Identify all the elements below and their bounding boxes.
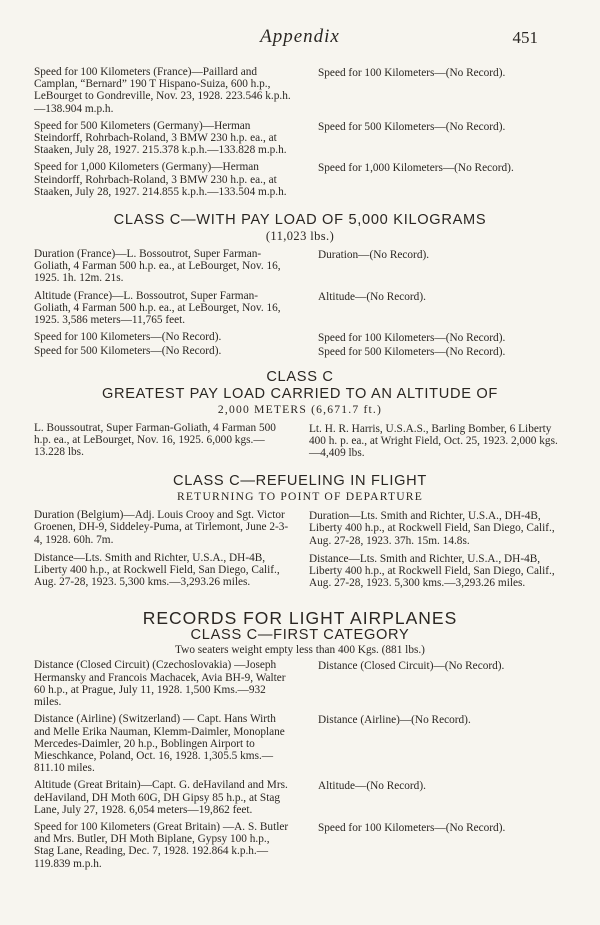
record-right: Distance (Closed Circuit)—(No Record). (318, 660, 505, 673)
section-subheading-payload: (11,023 lbs.) (265, 229, 335, 244)
record-row (34, 161, 566, 198)
record-row (34, 331, 566, 344)
record-right: Distance—Lts. Smith and Richter, U.S.A., DH-4B, Liberty 400 h.p., at Rockwell Field, San Diego, Calif., Aug. 27-28, 1923. 5,300 kms.—3,293.26 miles. (309, 552, 555, 590)
record-row (34, 509, 566, 547)
record-right: Speed for 100 Kilometers—(No Record). (318, 332, 506, 345)
record-right: Speed for 500 Kilometers—(No Record). (318, 346, 506, 359)
record-left: Duration (Belgium)—Adj. Louis Crooy and Sgt. Victor Groenen, DH-9, Siddeley-Puma, at Tirlemont, June 2-3-4, 1928. 60h. 7m. (34, 509, 289, 546)
running-head (0, 26, 600, 50)
record-left: Distance (Closed Circuit) (Czechoslovakia) —Joseph Hermansky and Francois Machacek, Avia BH-9, Walter 60 h.p., at Prague, July 11, 1928. 1,500 Kms.—932 miles. (34, 659, 286, 709)
record-left: Speed for 1,000 Kilometers (Germany)—Herman Steindorff, Rohrbach-Roland, 3 BMW 230 h.p. ea., at Staaken, July 28, 1927. 214.855 k.p.h.—133.504 m.p.h. (34, 161, 287, 198)
record-right: Altitude—(No Record). (318, 780, 426, 793)
page-content (34, 66, 566, 875)
record-left: Speed for 100 Kilometers—(No Record). (34, 331, 222, 344)
record-left: Speed for 100 Kilometers (Great Britain) —A. S. Butler and Mrs. Butler, DH Moth Biplane, Gypsy 100 h.p., Stag Lane, Reading, Dec. 7, 1928. 192.864 k.p.h.—119.839 m.p.h. (34, 820, 289, 870)
record-row (34, 821, 566, 870)
section-heading-refueling: CLASS C—REFUELING IN FLIGHT (172, 473, 428, 490)
record-row (34, 290, 566, 327)
record-left: Distance (Airline) (Switzerland) — Capt. Hans Wirth and Melle Erika Nauman, Klemm-Daimler, Monoplane Mercedes-Daimler, 20 h.p., Boblingen Airport to Mieschkance, Poland, Oct. 16, 1928. 1,305.5 kms.—811.10 miles. (34, 713, 285, 775)
section-heading-class-c: CLASS C (266, 368, 334, 385)
record-left: Speed for 500 Kilometers (Germany)—Herman Steindorff, Rohrbach-Roland, 3 BMW 230 h.p. ea., at Staaken, July 28, 1927. 215.378 k.p.h.—133.828 m.p.h. (34, 119, 287, 157)
record-right: Distance (Airline)—(No Record). (318, 714, 471, 727)
record-left: Distance—Lts. Smith and Richter, U.S.A., DH-4B, Liberty 400 h.p., at Rockwell Field, San Diego, Calif., Aug. 27-28, 1923. 5,300 kms.—3,293.26 miles. (34, 551, 280, 589)
section-heading-payload: CLASS C—WITH PAY LOAD OF 5,000 KILOGRAMS (113, 212, 487, 229)
record-row (34, 713, 566, 774)
record-right: Speed for 1,000 Kilometers—(No Record). (318, 162, 514, 175)
record-row (34, 552, 566, 590)
section-subheading-first-category: CLASS C—FIRST CATEGORY (190, 627, 410, 644)
record-row (34, 345, 566, 358)
page-number: 451 (512, 28, 538, 47)
record-right: Speed for 500 Kilometers—(No Record). (318, 120, 506, 133)
record-left: Speed for 500 Kilometers—(No Record). (34, 345, 222, 358)
record-left: Speed for 100 Kilometers (France)—Paillard and Camplan, “Bernard” 190 T Hispano-Suiza, 600 h.p., LeBourget to Gondreville, Nov. 23, 1928. 223.546 k.p.h.—138.904 m.p.h. (34, 66, 291, 115)
record-right: Speed for 100 Kilometers—(No Record). (318, 821, 506, 834)
record-row (34, 120, 566, 157)
record-left: L. Boussoutrat, Super Farman-Goliath, 4 Farman 500 h.p. ea., at LeBourget, Nov. 16, 1925. 6,000 kgs.—13.228 lbs. (34, 421, 276, 459)
record-left: Altitude (France)—L. Bossoutrot, Super Farman-Goliath, 4 Farman 500 h.p. ea., at LeBourget, Nov. 16, 1925. 3,586 meters—11,765 feet. (34, 289, 281, 327)
record-row (34, 248, 566, 285)
record-right: Lt. H. R. Harris, U.S.A.S., Barling Bomber, 6 Liberty 400 h. p. ea., at Wright Field, Oct. 25, 1923. 2,000 kgs. —4,409 lbs. (309, 422, 558, 460)
record-left: Altitude (Great Britain)—Capt. G. deHaviland and Mrs. deHaviland, DH Moth 60G, DH Gipsy 85 h.p., at Stag Lane, July 27, 1928. 6,054 meters—19,862 feet. (34, 779, 288, 816)
record-row (34, 779, 566, 816)
section-heading-light-airplanes: RECORDS FOR LIGHT AIRPLANES (142, 608, 458, 629)
section-subheading-altitude: 2,000 METERS (6,671.7 ft.) (217, 402, 383, 416)
section-subheading-refueling: RETURNING TO POINT OF DEPARTURE (176, 490, 424, 504)
running-title: Appendix (260, 26, 340, 47)
record-right: Altitude—(No Record). (318, 290, 426, 303)
record-right: Duration—(No Record). (318, 249, 430, 262)
section-note: Two seaters weight empty less than 400 Kgs. (881 lbs.) (175, 644, 425, 657)
record-left: Duration (France)—L. Bossoutrot, Super Farman-Goliath, 4 Farman 500 h.p. ea., at LeBourget, Nov. 16, 1925. 1h. 12m. 21s. (34, 248, 281, 285)
record-right: Duration—Lts. Smith and Richter, U.S.A., DH-4B, Liberty 400 h.p., at Rockwell Field, San Diego, Calif., Aug. 27-28, 1923. 37h. 15m. 14.8s. (309, 510, 555, 547)
record-row (34, 422, 566, 460)
record-row (34, 659, 566, 708)
section-heading-greatest-payload: GREATEST PAY LOAD CARRIED TO AN ALTITUDE OF (101, 385, 499, 402)
record-right: Speed for 100 Kilometers—(No Record). (318, 67, 506, 79)
record-row (34, 66, 566, 115)
